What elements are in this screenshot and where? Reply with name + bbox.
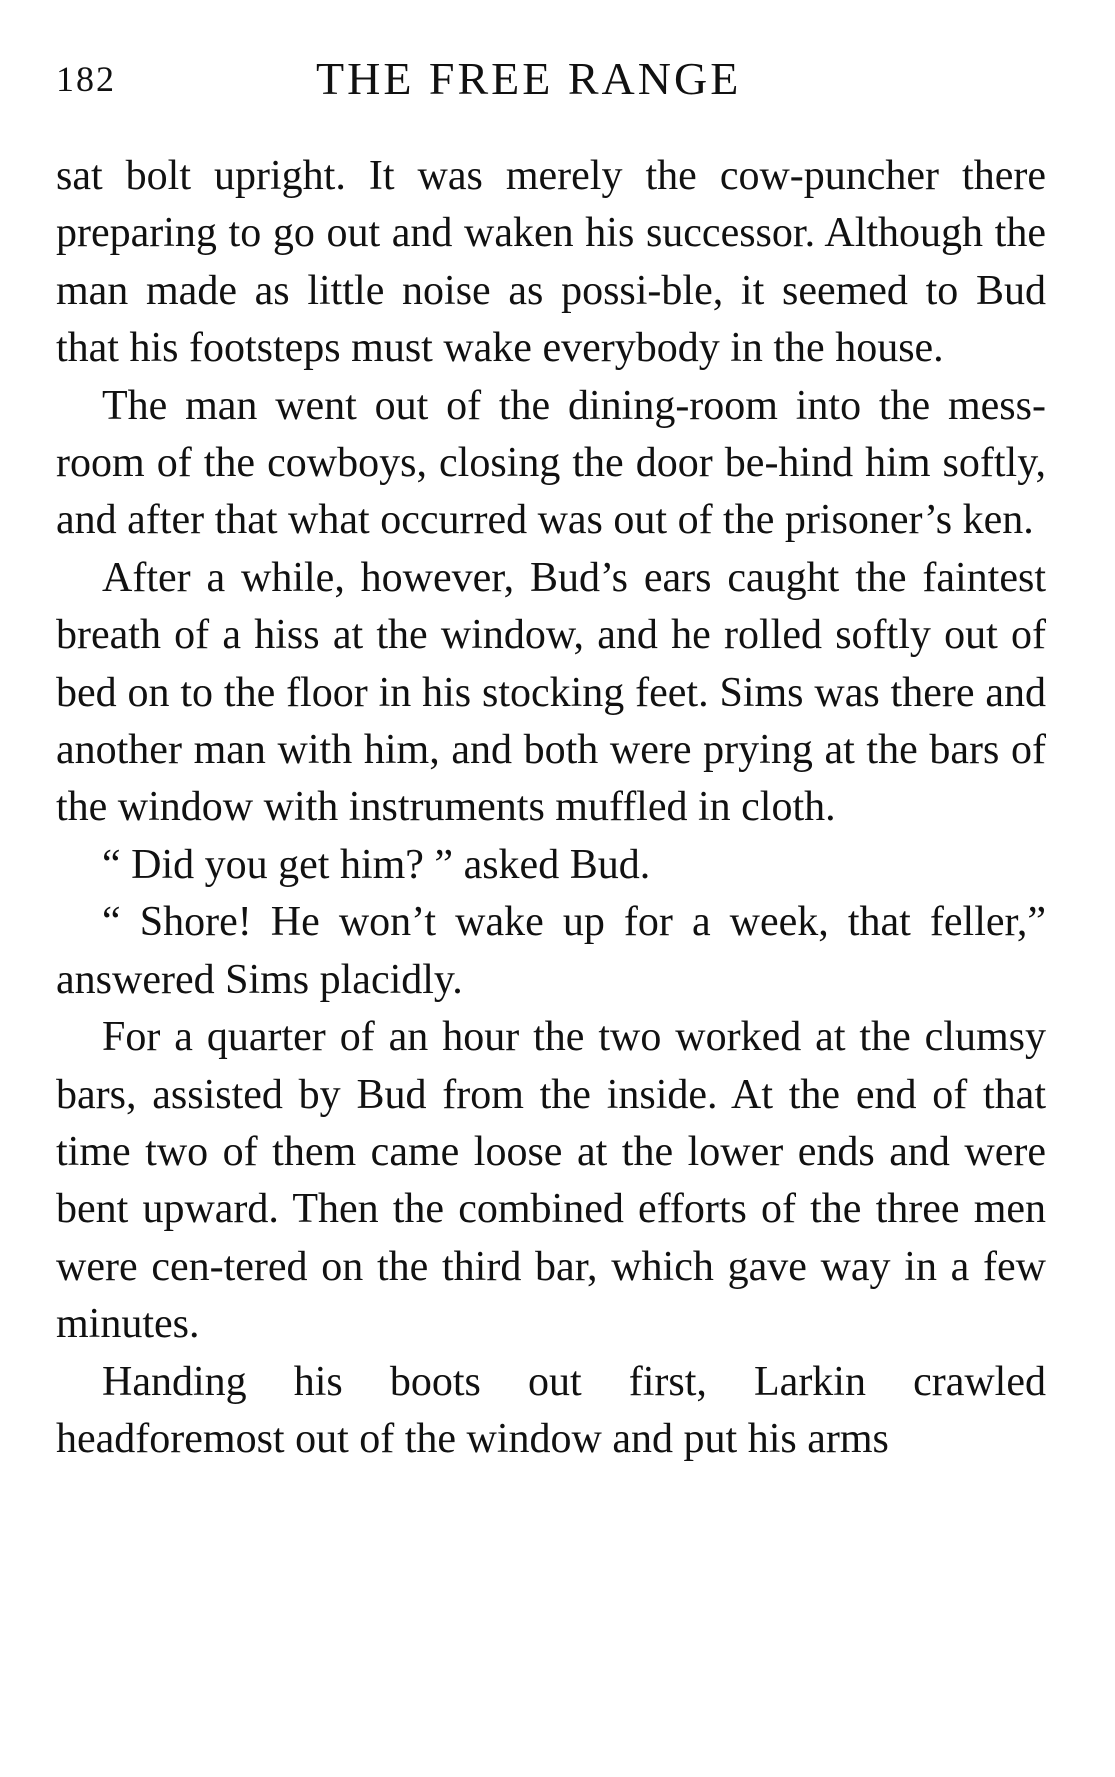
body-text <box>56 148 1046 1468</box>
paragraph-continued: sat bolt upright. It was merely the cow-puncher there preparing to go out and waken his successor. Although the man made as little noise as possi-ble, it seemed to Bud that his footsteps must wake everybody in the house. <box>56 153 1046 372</box>
paragraph: Handing his boots out first, Larkin crawled headforemost out of the window and put his arms <box>56 1358 1046 1462</box>
paragraph: For a quarter of an hour the two worked at the clumsy bars, assisted by Bud from the inside. At the end of that time two of them came loose at the lower ends and were bent upward. Then the combined efforts of the three men were cen-tered on the third bar, which gave way in a few minutes. <box>56 1014 1046 1348</box>
page-number: 182 <box>56 59 116 99</box>
page-header <box>56 52 1056 112</box>
running-head: THE FREE RANGE <box>316 53 742 104</box>
dialogue-paragraph: “ Did you get him? ” asked Bud. <box>102 841 651 888</box>
paragraph: The man went out of the dining-room into the mess-room of the cowboys, closing the door be-hind him softly, and after that what occurred was out of the prisoner’s ken. <box>56 382 1046 544</box>
dialogue-paragraph: “ Shore! He won’t wake up for a week, that feller,” answered Sims placidly. <box>56 899 1046 1003</box>
paragraph: After a while, however, Bud’s ears caught the faintest breath of a hiss at the window, and he rolled softly out of bed on to the floor in his stocking feet. Sims was there and another man with him, and both were prying at the bars of the window with instruments muffled in cloth. <box>56 554 1046 831</box>
